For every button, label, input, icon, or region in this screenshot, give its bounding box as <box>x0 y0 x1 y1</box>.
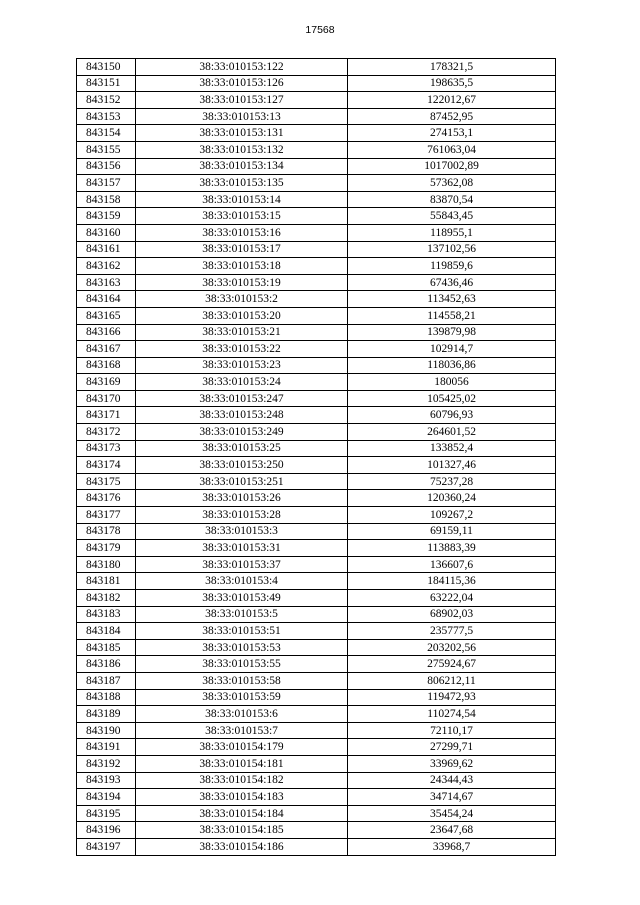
row-number-cell: 843175 <box>77 473 136 490</box>
value-cell: 102914,7 <box>348 341 556 358</box>
table-row <box>77 208 556 225</box>
value-cell: 136607,6 <box>348 556 556 573</box>
cadastral-number-cell: 38:33:010153:31 <box>136 540 348 557</box>
table-row <box>77 656 556 673</box>
value-cell: 57362,08 <box>348 175 556 192</box>
cadastral-number-cell: 38:33:010153:15 <box>136 208 348 225</box>
table-row <box>77 822 556 839</box>
cadastral-number-cell: 38:33:010153:53 <box>136 639 348 656</box>
cadastral-number-cell: 38:33:010153:135 <box>136 175 348 192</box>
table-row <box>77 755 556 772</box>
table-body <box>77 59 556 856</box>
table-row <box>77 158 556 175</box>
cadastral-number-cell: 38:33:010153:19 <box>136 274 348 291</box>
value-cell: 68902,03 <box>348 606 556 623</box>
row-number-cell: 843181 <box>77 573 136 590</box>
table-row <box>77 390 556 407</box>
row-number-cell: 843162 <box>77 258 136 275</box>
row-number-cell: 843197 <box>77 838 136 855</box>
cadastral-number-cell: 38:33:010153:7 <box>136 722 348 739</box>
table-row <box>77 722 556 739</box>
value-cell: 806212,11 <box>348 672 556 689</box>
cadastral-number-cell: 38:33:010153:2 <box>136 291 348 308</box>
value-cell: 184115,36 <box>348 573 556 590</box>
cadastral-number-cell: 38:33:010153:58 <box>136 672 348 689</box>
table-row <box>77 739 556 756</box>
table-row <box>77 689 556 706</box>
value-cell: 118036,86 <box>348 357 556 374</box>
value-cell: 180056 <box>348 374 556 391</box>
value-cell: 83870,54 <box>348 191 556 208</box>
table-row <box>77 241 556 258</box>
table-row <box>77 573 556 590</box>
row-number-cell: 843179 <box>77 540 136 557</box>
row-number-cell: 843168 <box>77 357 136 374</box>
row-number-cell: 843170 <box>77 390 136 407</box>
table-row <box>77 473 556 490</box>
table-row <box>77 772 556 789</box>
row-number-cell: 843176 <box>77 490 136 507</box>
row-number-cell: 843167 <box>77 341 136 358</box>
table-row <box>77 92 556 109</box>
table-row <box>77 424 556 441</box>
row-number-cell: 843193 <box>77 772 136 789</box>
value-cell: 133852,4 <box>348 440 556 457</box>
value-cell: 75237,28 <box>348 473 556 490</box>
value-cell: 275924,67 <box>348 656 556 673</box>
row-number-cell: 843166 <box>77 324 136 341</box>
cadastral-number-cell: 38:33:010153:26 <box>136 490 348 507</box>
row-number-cell: 843161 <box>77 241 136 258</box>
table-row <box>77 639 556 656</box>
table-row <box>77 175 556 192</box>
value-cell: 67436,46 <box>348 274 556 291</box>
table-row <box>77 440 556 457</box>
table-row <box>77 407 556 424</box>
table-row <box>77 307 556 324</box>
row-number-cell: 843154 <box>77 125 136 142</box>
row-number-cell: 843187 <box>77 672 136 689</box>
value-cell: 203202,56 <box>348 639 556 656</box>
row-number-cell: 843184 <box>77 623 136 640</box>
cadastral-number-cell: 38:33:010153:23 <box>136 357 348 374</box>
cadastral-number-cell: 38:33:010153:247 <box>136 390 348 407</box>
value-cell: 105425,02 <box>348 390 556 407</box>
cadastral-number-cell: 38:33:010153:134 <box>136 158 348 175</box>
value-cell: 120360,24 <box>348 490 556 507</box>
row-number-cell: 843171 <box>77 407 136 424</box>
value-cell: 101327,46 <box>348 457 556 474</box>
row-number-cell: 843191 <box>77 739 136 756</box>
cadastral-number-cell: 38:33:010153:4 <box>136 573 348 590</box>
cadastral-number-cell: 38:33:010153:131 <box>136 125 348 142</box>
cadastral-number-cell: 38:33:010154:186 <box>136 838 348 855</box>
value-cell: 198635,5 <box>348 75 556 92</box>
value-cell: 114558,21 <box>348 307 556 324</box>
table-row <box>77 507 556 524</box>
row-number-cell: 843185 <box>77 639 136 656</box>
cadastral-number-cell: 38:33:010153:251 <box>136 473 348 490</box>
table-row <box>77 590 556 607</box>
value-cell: 113452,63 <box>348 291 556 308</box>
cadastral-number-cell: 38:33:010153:127 <box>136 92 348 109</box>
table-row <box>77 490 556 507</box>
value-cell: 274153,1 <box>348 125 556 142</box>
value-cell: 69159,11 <box>348 523 556 540</box>
page-number: 17568 <box>305 24 335 36</box>
value-cell: 60796,93 <box>348 407 556 424</box>
value-cell: 33968,7 <box>348 838 556 855</box>
cadastral-number-cell: 38:33:010154:179 <box>136 739 348 756</box>
table-row <box>77 457 556 474</box>
table-row <box>77 623 556 640</box>
row-number-cell: 843188 <box>77 689 136 706</box>
row-number-cell: 843159 <box>77 208 136 225</box>
table-row <box>77 291 556 308</box>
table-row <box>77 838 556 855</box>
value-cell: 55843,45 <box>348 208 556 225</box>
cadastral-number-cell: 38:33:010153:248 <box>136 407 348 424</box>
cadastral-number-cell: 38:33:010153:132 <box>136 141 348 158</box>
table-row <box>77 191 556 208</box>
cadastral-number-cell: 38:33:010154:184 <box>136 805 348 822</box>
cadastral-number-cell: 38:33:010154:182 <box>136 772 348 789</box>
cadastral-number-cell: 38:33:010153:28 <box>136 507 348 524</box>
cadastral-number-cell: 38:33:010153:126 <box>136 75 348 92</box>
row-number-cell: 843174 <box>77 457 136 474</box>
value-cell: 235777,5 <box>348 623 556 640</box>
value-cell: 178321,5 <box>348 59 556 76</box>
table-row <box>77 224 556 241</box>
table-row <box>77 341 556 358</box>
table-row <box>77 125 556 142</box>
value-cell: 33969,62 <box>348 755 556 772</box>
value-cell: 72110,17 <box>348 722 556 739</box>
table-row <box>77 789 556 806</box>
value-cell: 24344,43 <box>348 772 556 789</box>
row-number-cell: 843180 <box>77 556 136 573</box>
cadastral-number-cell: 38:33:010153:24 <box>136 374 348 391</box>
table-row <box>77 672 556 689</box>
cadastral-number-cell: 38:33:010154:181 <box>136 755 348 772</box>
value-cell: 113883,39 <box>348 540 556 557</box>
value-cell: 35454,24 <box>348 805 556 822</box>
cadastral-number-cell: 38:33:010153:37 <box>136 556 348 573</box>
cadastral-number-cell: 38:33:010153:122 <box>136 59 348 76</box>
table-row <box>77 59 556 76</box>
row-number-cell: 843165 <box>77 307 136 324</box>
value-cell: 34714,67 <box>348 789 556 806</box>
row-number-cell: 843150 <box>77 59 136 76</box>
value-cell: 23647,68 <box>348 822 556 839</box>
table-row <box>77 274 556 291</box>
row-number-cell: 843156 <box>77 158 136 175</box>
row-number-cell: 843172 <box>77 424 136 441</box>
table-row <box>77 75 556 92</box>
value-cell: 137102,56 <box>348 241 556 258</box>
cadastral-number-cell: 38:33:010153:55 <box>136 656 348 673</box>
value-cell: 119859,6 <box>348 258 556 275</box>
cadastral-table <box>76 58 556 856</box>
cadastral-number-cell: 38:33:010153:18 <box>136 258 348 275</box>
table-row <box>77 141 556 158</box>
row-number-cell: 843182 <box>77 590 136 607</box>
value-cell: 139879,98 <box>348 324 556 341</box>
row-number-cell: 843160 <box>77 224 136 241</box>
row-number-cell: 843152 <box>77 92 136 109</box>
cadastral-number-cell: 38:33:010153:20 <box>136 307 348 324</box>
row-number-cell: 843186 <box>77 656 136 673</box>
value-cell: 1017002,89 <box>348 158 556 175</box>
cadastral-number-cell: 38:33:010153:16 <box>136 224 348 241</box>
row-number-cell: 843164 <box>77 291 136 308</box>
cadastral-number-cell: 38:33:010153:22 <box>136 341 348 358</box>
table-row <box>77 258 556 275</box>
cadastral-number-cell: 38:33:010154:183 <box>136 789 348 806</box>
cadastral-number-cell: 38:33:010153:25 <box>136 440 348 457</box>
value-cell: 264601,52 <box>348 424 556 441</box>
row-number-cell: 843163 <box>77 274 136 291</box>
value-cell: 27299,71 <box>348 739 556 756</box>
cadastral-number-cell: 38:33:010153:14 <box>136 191 348 208</box>
cadastral-number-cell: 38:33:010153:59 <box>136 689 348 706</box>
table-row <box>77 606 556 623</box>
cadastral-number-cell: 38:33:010153:5 <box>136 606 348 623</box>
row-number-cell: 843177 <box>77 507 136 524</box>
table-row <box>77 556 556 573</box>
row-number-cell: 843195 <box>77 805 136 822</box>
table-row <box>77 108 556 125</box>
cadastral-number-cell: 38:33:010153:3 <box>136 523 348 540</box>
table-row <box>77 523 556 540</box>
table-row <box>77 324 556 341</box>
row-number-cell: 843190 <box>77 722 136 739</box>
row-number-cell: 843157 <box>77 175 136 192</box>
cadastral-number-cell: 38:33:010153:249 <box>136 424 348 441</box>
value-cell: 119472,93 <box>348 689 556 706</box>
value-cell: 122012,67 <box>348 92 556 109</box>
table-row <box>77 374 556 391</box>
cadastral-number-cell: 38:33:010153:13 <box>136 108 348 125</box>
row-number-cell: 843173 <box>77 440 136 457</box>
table-row <box>77 706 556 723</box>
row-number-cell: 843183 <box>77 606 136 623</box>
row-number-cell: 843178 <box>77 523 136 540</box>
table-row <box>77 540 556 557</box>
row-number-cell: 843194 <box>77 789 136 806</box>
cadastral-number-cell: 38:33:010153:6 <box>136 706 348 723</box>
row-number-cell: 843189 <box>77 706 136 723</box>
cadastral-number-cell: 38:33:010153:250 <box>136 457 348 474</box>
table-row <box>77 805 556 822</box>
cadastral-number-cell: 38:33:010153:49 <box>136 590 348 607</box>
row-number-cell: 843196 <box>77 822 136 839</box>
cadastral-number-cell: 38:33:010153:21 <box>136 324 348 341</box>
value-cell: 110274,54 <box>348 706 556 723</box>
value-cell: 87452,95 <box>348 108 556 125</box>
row-number-cell: 843151 <box>77 75 136 92</box>
row-number-cell: 843169 <box>77 374 136 391</box>
cadastral-number-cell: 38:33:010154:185 <box>136 822 348 839</box>
row-number-cell: 843192 <box>77 755 136 772</box>
row-number-cell: 843158 <box>77 191 136 208</box>
row-number-cell: 843155 <box>77 141 136 158</box>
row-number-cell: 843153 <box>77 108 136 125</box>
value-cell: 63222,04 <box>348 590 556 607</box>
value-cell: 109267,2 <box>348 507 556 524</box>
value-cell: 118955,1 <box>348 224 556 241</box>
cadastral-number-cell: 38:33:010153:17 <box>136 241 348 258</box>
cadastral-number-cell: 38:33:010153:51 <box>136 623 348 640</box>
table-row <box>77 357 556 374</box>
value-cell: 761063,04 <box>348 141 556 158</box>
